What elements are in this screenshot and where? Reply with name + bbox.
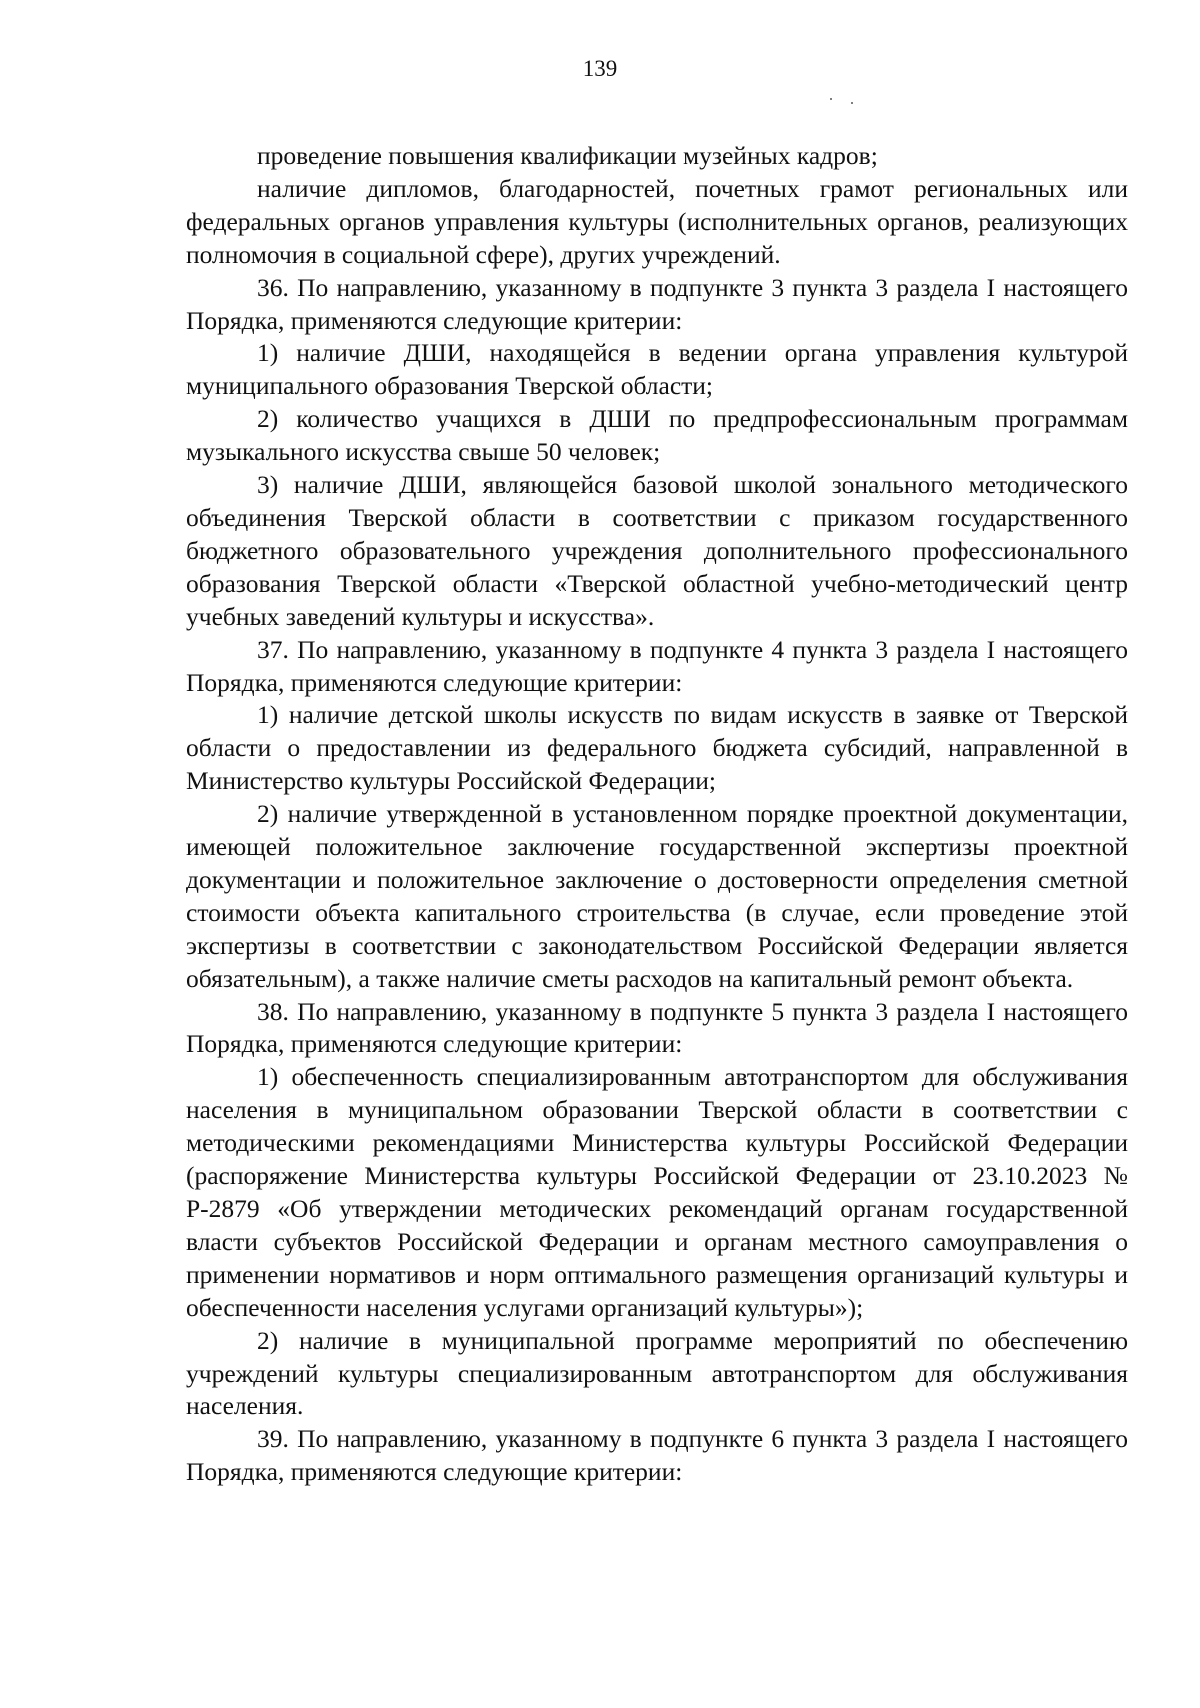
scan-speck (830, 98, 832, 100)
paragraph: наличие дипломов, благодарностей, почетных грамот региональных или федеральных органов управления культуры (исполнительных органов, реализующих полномочия в социальной сфере), других учреждений. (186, 173, 1128, 269)
criterion-item: 2) количество учащихся в ДШИ по предпрофессиональным программам музыкального искусства свыше 50 человек; (186, 404, 1128, 467)
section-36-heading: 36. По направлению, указанному в подпункте 3 пункта 3 раздела I настоящего Порядка, применяются следующие критерии: (186, 272, 1128, 335)
document-body (186, 140, 1128, 1489)
criterion-item: 2) наличие в муниципальной программе мероприятий по обеспечению учреждений культуры специализированным автотранспортом для обслуживания населения. (186, 1325, 1128, 1421)
scan-speck (851, 102, 853, 104)
criterion-item: 2) наличие утвержденной в установленном порядке проектной документации, имеющей положительное заключение государственной экспертизы проектной документации и положительное заключение о достоверности определения сметной стоимости объекта капитального строительства (в случае, если проведение этой экспертизы в соответствии с законодательством Российской Федерации является обязательным), а также наличие сметы расходов на капитальный ремонт объекта. (186, 799, 1128, 993)
section-38-heading: 38. По направлению, указанному в подпункте 5 пункта 3 раздела I настоящего Порядка, применяются следующие критерии: (186, 996, 1128, 1059)
criterion-item: 3) наличие ДШИ, являющейся базовой школой зонального методического объединения Тверской области в соответствии с приказом государственного бюджетного образовательного учреждения дополнительного профессионального образования Тверской области «Тверской областной учебно-методический центр учебных заведений культуры и искусства». (186, 470, 1128, 631)
criterion-item: 1) наличие детской школы искусств по видам искусств в заявке от Тверской области о предоставлении из федерального бюджета субсидий, направленной в Министерство культуры Российской Федерации; (186, 700, 1128, 796)
section-37-heading: 37. По направлению, указанному в подпункте 4 пункта 3 раздела I настоящего Порядка, применяются следующие критерии: (186, 634, 1128, 697)
page-number: 139 (582, 56, 618, 81)
criterion-item: 1) обеспеченность специализированным автотранспортом для обслуживания населения в муниципальном образовании Тверской области в соответствии с методическими рекомендациями Министерства культуры Российской Федерации (распоряжение Министерства культуры Российской Федерации от 23.10.2023 № Р-2879 «Об утверждении методических рекомендаций органам государственной власти субъектов Российской Федерации и органам местного самоуправления о применении нормативов и норм оптимального размещения организаций культуры и обеспеченности населения услугами организаций культуры»); (186, 1062, 1128, 1322)
paragraph: проведение повышения квалификации музейных кадров; (257, 141, 878, 170)
criterion-item: 1) наличие ДШИ, находящейся в ведении органа управления культурой муниципального образования Тверской области; (186, 338, 1128, 401)
section-39-heading: 39. По направлению, указанному в подпункте 6 пункта 3 раздела I настоящего Порядка, применяются следующие критерии: (186, 1424, 1128, 1487)
